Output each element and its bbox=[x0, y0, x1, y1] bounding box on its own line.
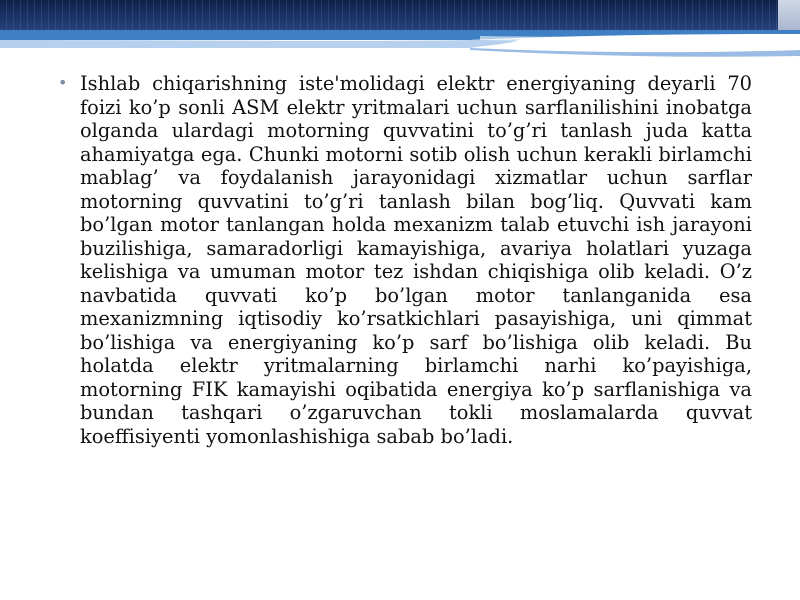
body-paragraph: Ishlab chiqarishning iste'molidagi elektr energiyaning deyarli 70 foizi ko’p sonli ASM elektr yritmalari uchun sarflanilishini inobatga olganda ulardagi motorning quvvatini to’g’ri tanlash juda katta ahamiyatga ega. Chunki motorni sotib olish uchun kerakli birlamchi mablag’ va foydalanish jarayonidagi xizmatlar uchun sarflar motorning quvvatini to’g’ri tanlash bilan bog’liq. Quvvati kam bo’lgan motor tanlangan holda mexanizm talab etuvchi ish jarayoni buzilishiga, samaradorligi kamayishiga, avariya holatlari yuzaga kelishiga va umuman motor tez ishdan chiqishiga olib keladi. O’z navbatida quvvati ko’p bo’lgan motor tanlanganida esa mexanizmning iqtisodiy ko’rsatkichlari pasayishiga, uni qimmat bo’lishiga va energiyaning ko’p sarf bo’lishiga olib keladi. Bu holatda elektr yritmalarning birlamchi narhi ko’payishiga, motorning FIK kamayishi oqibatida energiya ko’p sarflanishiga va bundan tashqari o’zgaruvchan tokli moslamalarda quvvat koeffisiyenti yomonlashishiga sabab bo’ladi. bbox=[80, 72, 752, 448]
slide-content bbox=[58, 72, 752, 448]
bullet-marker: • bbox=[58, 73, 68, 92]
bullet-item bbox=[58, 72, 752, 448]
header-wave-decoration bbox=[0, 26, 800, 60]
